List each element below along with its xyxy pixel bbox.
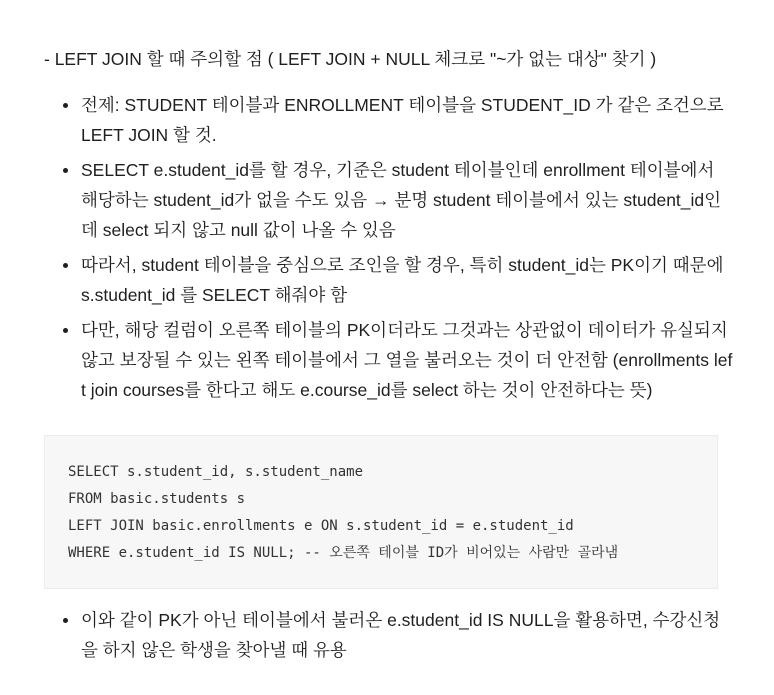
notes-list: [44, 90, 734, 410]
list-item: 다만, 해당 컬럼이 오른쪽 테이블의 PK이더라도 그것과는 상관없이 데이터가 유실되지 않고 보장될 수 있는 왼쪽 테이블에서 그 열을 불러오는 것이 더 안전함 (enrollments left join courses를 한다고 해도 e.course_id를 select 하는 것이 안전하다는 뜻): [44, 315, 734, 405]
list-item: 이와 같이 PK가 아닌 테이블에서 불러온 e.student_id IS NULL을 활용하면, 수강신청을 하지 않은 학생을 찾아낼 때 유용: [44, 605, 734, 665]
list-item: 따라서, student 테이블을 중심으로 조인을 할 경우, 특히 student_id는 PK이기 때문에 s.student_id 를 SELECT 해줘야 함: [44, 250, 734, 310]
sql-code-block[interactable]: [44, 435, 718, 589]
list-item: 전제: STUDENT 테이블과 ENROLLMENT 테이블을 STUDENT_ID 가 같은 조건으로 LEFT JOIN 할 것.: [44, 90, 734, 150]
list-item: SELECT e.student_id를 할 경우, 기준은 student 테이블인데 enrollment 테이블에서 해당하는 student_id가 없을 수도 있음 → 분명 student 테이블에서 있는 student_id인데 select 되지 않고 null 값이 나올 수 있음: [44, 155, 734, 245]
code-line: FROM basic.students s: [68, 491, 246, 507]
code-line: LEFT JOIN basic.enrollments e ON s.student_id = e.student_id: [68, 518, 574, 534]
code-line: SELECT s.student_id, s.student_name: [68, 464, 364, 480]
section-heading: - LEFT JOIN 할 때 주의할 점 ( LEFT JOIN + NULL 체크로 "~가 없는 대상" 찾기 ): [44, 49, 657, 69]
summary-list: [44, 605, 734, 670]
code-line: WHERE e.student_id IS NULL; -- 오른쪽 테이블 ID가 비어있는 사람만 골라냄: [68, 545, 619, 561]
